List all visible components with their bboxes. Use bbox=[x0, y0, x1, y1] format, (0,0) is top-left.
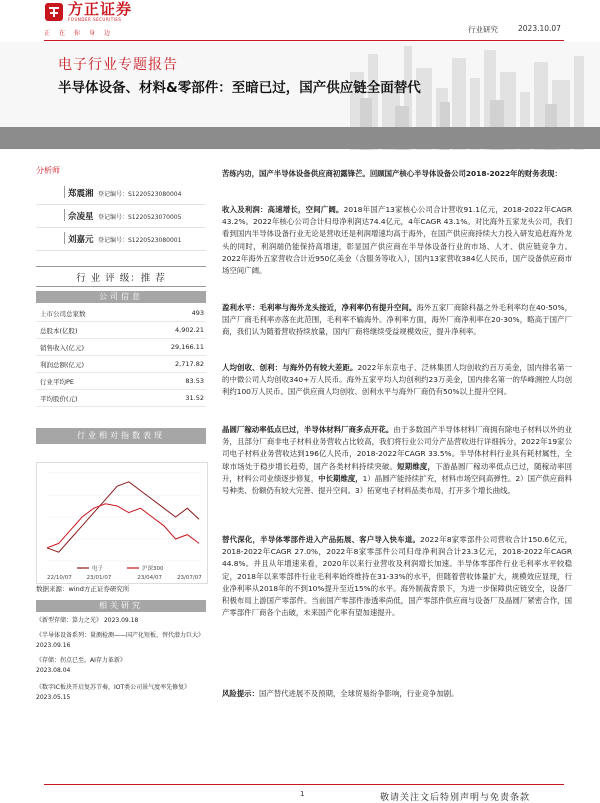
para-text: 下游晶圆厂稼动率低点已过，随稼动率回升，材料公司业绩逐步修复， bbox=[222, 461, 572, 483]
page-number: 1 bbox=[300, 790, 305, 798]
info-value: 4,902.21 bbox=[175, 326, 204, 334]
components-paragraph bbox=[222, 534, 572, 619]
info-key: 上市公司总家数 bbox=[40, 310, 86, 318]
relative-index-chart bbox=[36, 462, 208, 584]
info-row bbox=[36, 305, 206, 322]
revenue-profit-paragraph bbox=[222, 204, 572, 277]
info-row bbox=[36, 356, 206, 373]
header-divider bbox=[44, 40, 564, 41]
related-item[interactable] bbox=[36, 631, 206, 651]
intro-text: 苦练内功，国产半导体设备供应商初露锋芒。回顾国产核心半导体设备公司2018-2022年的财务表现： bbox=[222, 169, 562, 178]
info-value: 29,166.11 bbox=[170, 343, 204, 351]
info-row bbox=[36, 373, 206, 390]
risk-paragraph bbox=[222, 688, 572, 700]
para-text: 国产替代进展不及预期，全球贸易纷争影响，行业竞争加剧。 bbox=[258, 689, 459, 698]
footer-divider bbox=[44, 784, 564, 785]
company-info-title: 公司信息 bbox=[36, 291, 206, 303]
info-key: 总股本(亿股) bbox=[40, 327, 78, 335]
materials-paragraph bbox=[222, 424, 572, 497]
related-date: 2023.05.15 bbox=[36, 694, 71, 701]
analyst-divider bbox=[64, 232, 65, 244]
title-band bbox=[0, 127, 600, 149]
analyst-registration: 登记编号：S1220523080001 bbox=[98, 237, 182, 244]
info-row bbox=[36, 322, 206, 339]
analyst-row bbox=[36, 182, 206, 205]
para-lead: 短期维度， bbox=[397, 461, 436, 471]
related-text: 《存储：拐点已至，AI存力革新》 bbox=[36, 657, 126, 664]
industry-rating: 行 业 评 级：推 荐 bbox=[76, 273, 166, 284]
para-text: 1）晶圆产能持续扩充，材料市场空间高弹性。2）国产供应商料号种类、份额仍有较大完善、提升空间。3）拓宽电子材料品类布局，打开多个增长曲线。 bbox=[222, 473, 572, 496]
info-value: 493 bbox=[191, 309, 204, 317]
intro-paragraph bbox=[222, 168, 572, 180]
analyst-name: 佘凌星 bbox=[68, 212, 94, 222]
legend-label: 电子 bbox=[92, 566, 104, 572]
analyst-name: 刘嘉元 bbox=[68, 235, 94, 245]
trend-chart-title: 行业相对指数表现 bbox=[36, 428, 206, 444]
info-key: 利润总额(亿元) bbox=[40, 361, 85, 369]
para-text: 2018年国产13家核心公司合计营收91.1亿元，2018-2022年CAGR 43.2%。2022年核心公司合计归母净利润达74.4亿元，4年CAGR 43.1%。对比海外五家龙头公司，我们看到国内半导体设备行业无论是营收还是利润增速均高于海外，在国产供应商持续大力投入研发追赶海外龙头的同时，利润端仍能保持高增速，彰显国产供应商在半导体设备行业的市场、人才、供应链竞争力。2022年海外五家营收合计近950亿美金（含服务等收入），国内13家营收384亿人民币，国产设备供应商市场空间广阔。 bbox=[222, 205, 572, 276]
analyst-name: 郑震湘 bbox=[68, 189, 94, 199]
related-item[interactable] bbox=[36, 656, 206, 676]
related-title: 相关研究 bbox=[36, 600, 206, 612]
analyst-row bbox=[36, 205, 206, 228]
related-item[interactable] bbox=[36, 683, 206, 703]
info-key: 销售收入(亿元) bbox=[40, 344, 85, 352]
analyst-divider bbox=[64, 186, 65, 198]
info-key: 平均股价(元) bbox=[40, 395, 78, 403]
related-text: 《半导体设备系列：量测检测——国产化短板、替代潜力巨大》 bbox=[36, 632, 205, 639]
report-date: 2023.10.07 bbox=[518, 24, 561, 33]
margin-paragraph bbox=[222, 302, 572, 339]
analyst-registration: 登记编号：S1220523070005 bbox=[98, 214, 182, 221]
legend-label: 沪深300 bbox=[142, 566, 164, 572]
x-tick-label: 23/01/07 bbox=[86, 575, 112, 581]
para-text: 2022年8家零部件公司营收合计150.6亿元，2018-2022年CAGR 27.0%，2022年8家零部件公司归母净利润合计23.3亿元，2018-2022年CAGR 44.8%。并且从年增速来看，2020年以来行业营收及利润增长加速。半导体零部件行业毛利率水平较稳定，2018年以来零部件行业毛利率始终维持在31-33%的水平，但随着营收体量扩大，规模效应显现，行业净利率从2018年的不到10%提升至近15%的水平。海外制裁背景下，为进一步保障供应链安全，设备厂积极布局上游国产零部件。当前国产零部件渗透率尚低，国产零部件供应商与设备厂及晶圆厂紧密合作，国产零部件厂商各个击破，未来国产化率有望加速提升。 bbox=[222, 535, 572, 618]
series-line-2 bbox=[47, 504, 199, 548]
logo-english: FOUNDER SECURITIES bbox=[68, 17, 122, 22]
related-date: 2023.09.18 bbox=[103, 617, 139, 624]
x-tick-label: 23/04/07 bbox=[137, 575, 163, 581]
para-lead: 替代深化，半导体零部件进入产品拓展、客户导入快车道。 bbox=[222, 535, 421, 544]
info-key: 行业平均PE bbox=[40, 378, 75, 386]
para-lead: 风险提示： bbox=[222, 689, 259, 698]
founder-logo-icon bbox=[44, 2, 64, 22]
analyst-row bbox=[36, 228, 206, 251]
report-category: 电子行业专题报告 bbox=[58, 57, 178, 73]
info-value: 2,717.82 bbox=[175, 360, 204, 368]
info-value: 31.52 bbox=[185, 394, 204, 402]
para-lead: 人均创收、创利：与海外仍有较大差距。 bbox=[222, 363, 358, 372]
para-text: 海外五家厂商除科磊之外毛利率均在40-50%，国产厂商毛利率亦落在此范围，毛利率不输海外。净利率方面，海外厂商净利率在20-30%，略高于国产厂商，我们认为随着营收持续放量，国内厂商将继续受益规模效应，提升净利率。 bbox=[222, 303, 572, 337]
x-tick-label: 22/10/07 bbox=[47, 575, 72, 581]
x-tick-label: 23/07/07 bbox=[177, 575, 202, 581]
para-lead: 盈利水平：毛利率与海外龙头接近，净利率仍有提升空间。 bbox=[222, 303, 417, 312]
info-row bbox=[36, 390, 206, 407]
related-date: 2023.09.16 bbox=[36, 642, 71, 649]
related-item[interactable] bbox=[36, 616, 206, 626]
data-source: 数据来源：wind方正证券研究所 bbox=[36, 585, 130, 593]
para-text: 2022年东京电子、泛林集团人均创收约百万美金，国内排名第一的中微公司人均创收340+万人民币。海外五家平均人均创利约23万美金，国内排名第一的华峰测控人均创利约100万人民币。国产供应商人均创收、创利水平与海外厂商仍有50%以上提升空间。 bbox=[222, 363, 572, 397]
logo-text: 方正证券 bbox=[68, 0, 133, 18]
rating-top-rule bbox=[36, 266, 206, 267]
chart-canvas bbox=[37, 463, 207, 583]
info-value: 83.53 bbox=[185, 377, 204, 385]
analyst-divider bbox=[64, 209, 65, 221]
slogan: 正在你身边 bbox=[44, 30, 120, 37]
para-lead: 收入及利润：高速增长，空间广阔。 bbox=[222, 205, 344, 214]
para-lead: 中长期维度， bbox=[318, 473, 363, 483]
related-date: 2023.08.04 bbox=[36, 667, 71, 674]
para-lead: 晶圆厂稼动率低点已过，半导体材料厂商多点开花。 bbox=[222, 425, 394, 434]
rating-bottom-rule bbox=[36, 286, 206, 287]
report-type: 行业研究 bbox=[468, 25, 498, 34]
para-text: 由于多数国产半导体材料厂商拥有除电子材料以外的业务，且部分厂商非电子材料业务营收占比较高，我们将行业公司分产品营收进行详细拆分，2022年19家公司电子材料业务营收达到196亿人民币，2018-2022年CAGR 33.5%。半导体材料行业具有耗材属性，全球市场处于稳步增长趋势，国产各类材料持续突破。 bbox=[222, 425, 572, 471]
disclaimer: 敬请关注文后特别声明与免责条款 bbox=[380, 793, 531, 803]
per-capita-paragraph bbox=[222, 362, 572, 399]
analyst-registration: 登记编号：S1220523080004 bbox=[98, 191, 182, 198]
analyst-label: 分析师 bbox=[36, 166, 60, 175]
info-row bbox=[36, 339, 206, 356]
related-text: 《数字IC板块开启复苏节奏，IOT类公司景气度率先修复》 bbox=[36, 684, 191, 691]
related-text: 《新型存储：算力之光》 bbox=[36, 617, 103, 624]
report-title: 半导体设备、材料&零部件：至暗已过，国产供应链全面替代 bbox=[58, 80, 421, 96]
